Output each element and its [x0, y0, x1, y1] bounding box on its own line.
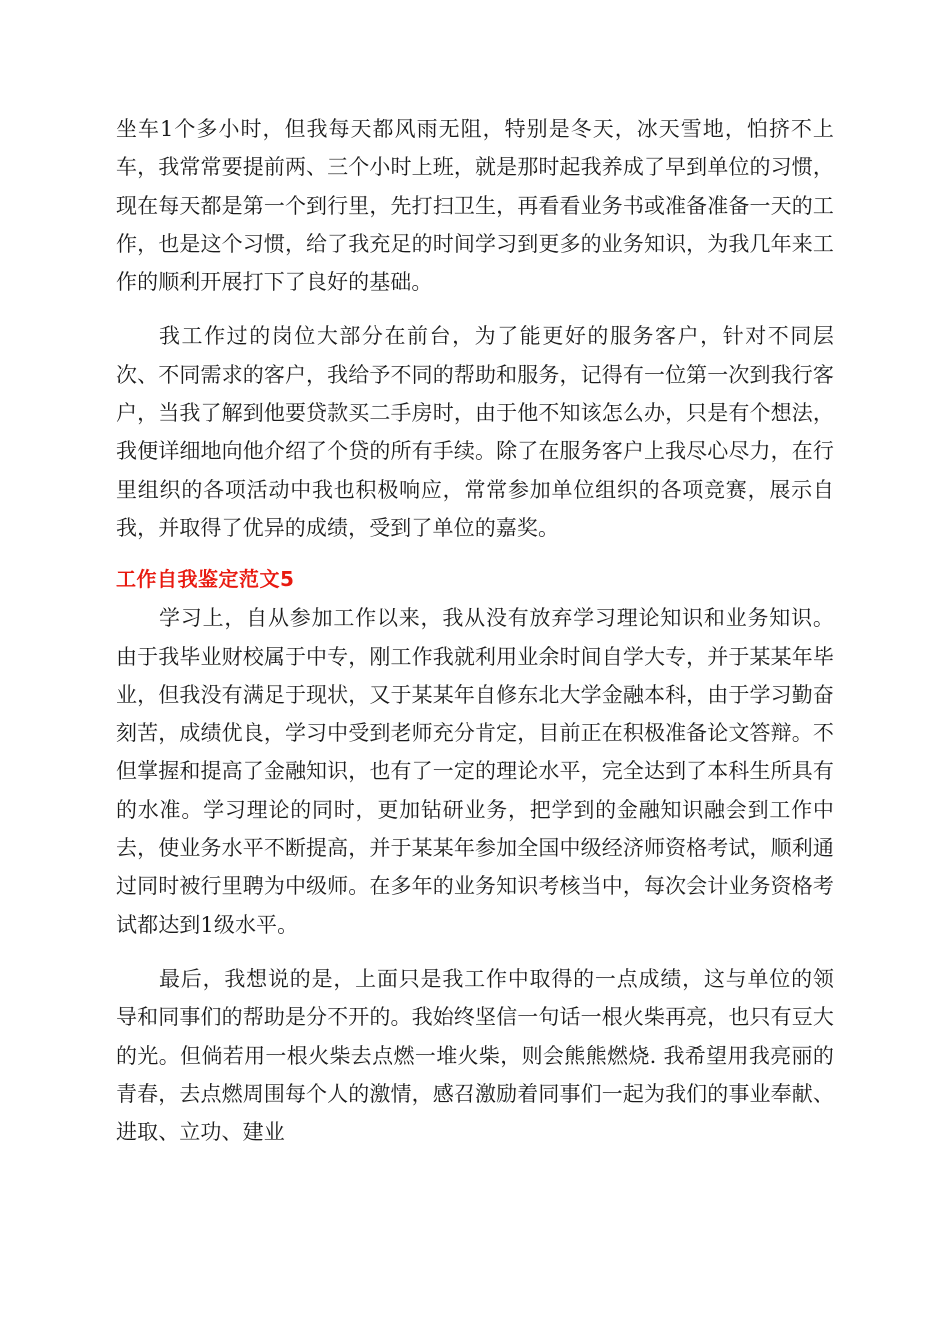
section-heading: 工作自我鉴定范文5: [116, 567, 295, 592]
paragraph-front-desk-service: 我工作过的岗位大部分在前台，为了能更好的服务客户，针对不同层次、不同需求的客户，我给予不同的帮助和服务，记得有一位第一次到我行客户，当我了解到他要贷款买二手房时，由于他不知该怎么办，只是有个想法，我便详细地向他介绍了个贷的所有手续。除了在服务客户上我尽心尽力，在行里组织的各项活动中我也积极响应，常常参加单位组织的各项竞赛，展示自我，并取得了优异的成绩，受到了单位的嘉奖。: [116, 324, 834, 540]
document-page: [116, 110, 834, 1151]
paragraph-continued: 坐车1个多小时，但我每天都风雨无阻，特别是冬天，冰天雪地，怕挤不上车，我常常要提前两、三个小时上班，就是那时起我养成了早到单位的习惯，现在每天都是第一个到行里，先打扫卫生，再看看业务书或准备准备一天的工作，也是这个习惯，给了我充足的时间学习到更多的业务知识，为我几年来工作的顺利开展打下了良好的基础。: [116, 117, 834, 295]
paragraph-conclusion: 最后，我想说的是，上面只是我工作中取得的一点成绩，这与单位的领导和同事们的帮助是分不开的。我始终坚信一句话一根火柴再亮，也只有豆大的光。但倘若用一根火柴去点燃一堆火柴，则会熊熊燃烧. 我希望用我亮丽的青春，去点燃周围每个人的激情，感召激励着同事们一起为我们的事业奉献、进取、立功、建业: [116, 966, 834, 1145]
paragraph-study: 学习上，自从参加工作以来，我从没有放弃学习理论知识和业务知识。由于我毕业财校属于中专，刚工作我就利用业余时间自学大专，并于某某年毕业，但我没有满足于现状，又于某某年自修东北大学金融本科，由于学习勤奋刻苦，成绩优良，学习中受到老师充分肯定，目前正在积极准备论文答辩。不但掌握和提高了金融知识，也有了一定的理论水平，完全达到了本科生所具有的水准。学习理论的同时，更加钻研业务，把学到的金融知识融会到工作中去，使业务水平不断提高，并于某某年参加全国中级经济师资格考试，顺利通过同时被行里聘为中级师。在多年的业务知识考核当中，每次会计业务资格考试都达到1级水平。: [116, 606, 834, 937]
